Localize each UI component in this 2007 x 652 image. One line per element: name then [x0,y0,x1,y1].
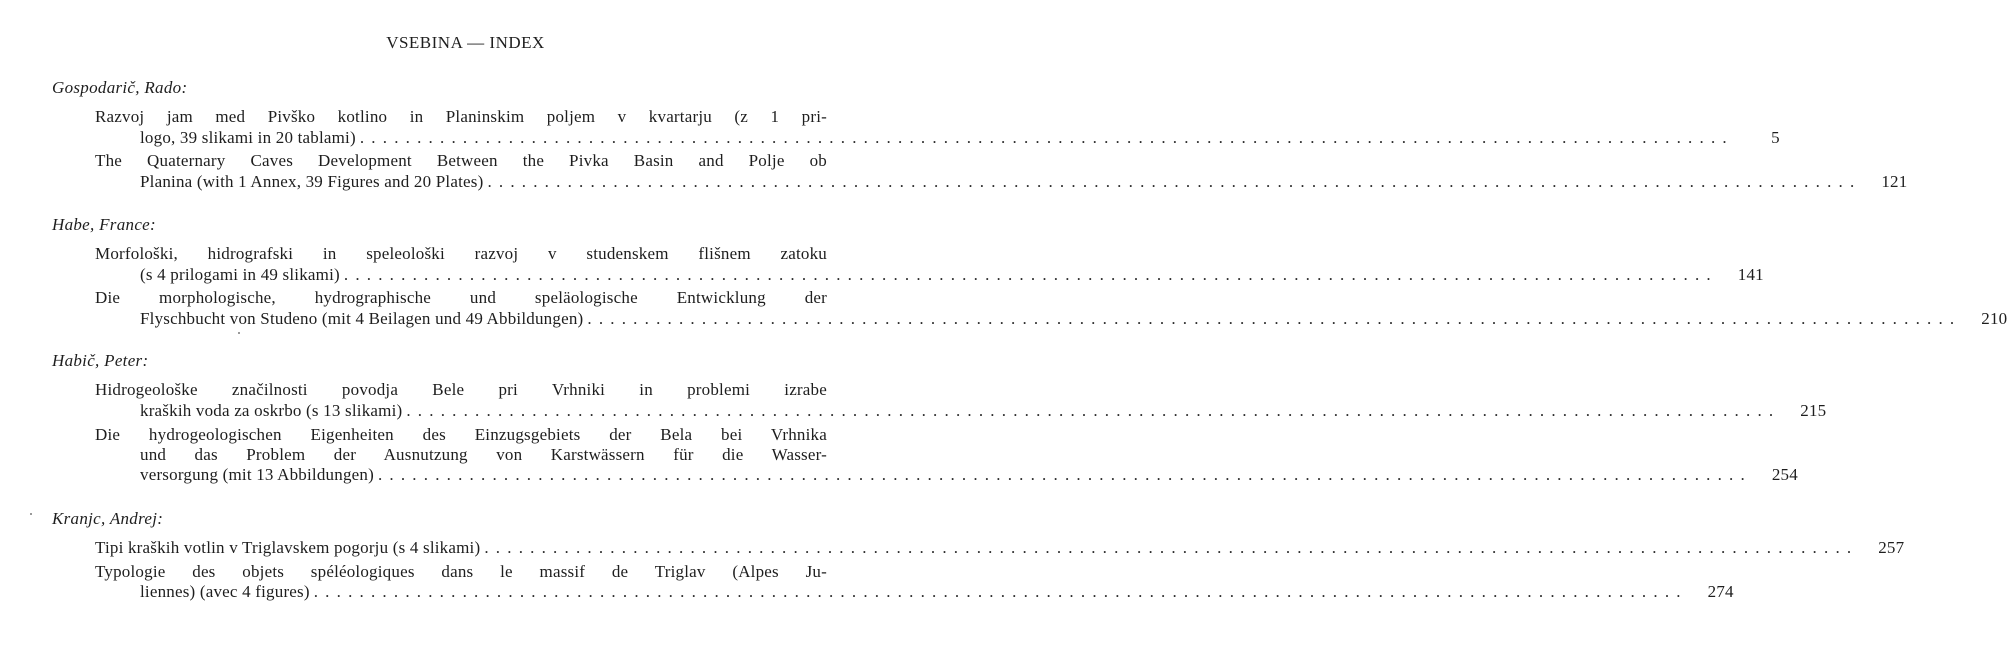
entry-title-line: logo, 39 slikami in 20 tablami) [140,128,356,147]
toc-entry-leader [140,265,1764,285]
entry-title-line: Razvoj jam med Pivško kotlino in Planinskim poljem v kvartarju (z 1 pri- [95,107,827,126]
scan-speck [238,332,240,334]
page-number: 215 [1800,401,1827,420]
dot-leader: ........................................................................................................................ [313,582,1688,601]
page-number: 5 [1771,128,1780,147]
dot-leader: ........................................................................................................................ [406,401,1781,420]
entry-title-line: The Quaternary Caves Development Between the Pivka Basin and Polje ob [95,151,827,170]
dot-leader: ........................................................................................................................ [487,172,1862,191]
toc-entry-leader [140,128,1780,148]
entry-title-line: Tipi kraških votlin v Triglavskem pogorju (s 4 slikami) [95,538,481,557]
entry-title-line: Hidrogeološke značilnosti povodja Bele pri Vrhniki in problemi izrabe [95,380,827,399]
toc-entry-leader [140,582,1734,602]
entry-title-line: Typologie des objets spéléologiques dans le massif de Triglav (Alpes Ju- [95,562,827,581]
author-habe: Habe, France: [52,215,156,234]
entry-title-line: Die hydrogeologischen Eigenheiten des Einzugsgebiets der Bela bei Vrhnika [95,425,827,444]
entry-title-line: liennes) (avec 4 figures) [140,582,310,601]
entry-title-line: kraških voda za oskrbo (s 13 slikami) [140,401,403,420]
page-number: 141 [1737,265,1764,284]
toc-entry-leader [140,309,2007,329]
dot-leader: ........................................................................................................................ [484,538,1859,557]
author-habic: Habič, Peter: [52,351,149,370]
page-number: 274 [1707,582,1734,601]
author-gospodaric: Gospodarič, Rado: [52,78,188,97]
entry-title-line: versorgung (mit 13 Abbildungen) [140,465,374,484]
page-number: 257 [1878,538,1905,557]
dot-leader: ........................................................................................................................ [359,128,1734,147]
page-number: 254 [1771,465,1798,484]
dot-leader: ........................................................................................................................ [587,309,1962,328]
dot-leader: ........................................................................................................................ [343,265,1718,284]
entry-title-line: Morfološki, hidrografski in speleološki razvoj v studenskem flišnem zatoku [95,244,827,263]
page-number: 210 [1981,309,2007,328]
entry-title-line: Die morphologische, hydrographische und speläologische Entwicklung der [95,288,827,307]
entry-title-line: Flyschbucht von Studeno (mit 4 Beilagen und 49 Abbildungen) [140,309,584,328]
entry-title-line: (s 4 prilogami in 49 slikami) [140,265,340,284]
entry-title-line: und das Problem der Ausnutzung von Karstwässern für die Wasser- [140,445,827,464]
author-kranjc: Kranjc, Andrej: [52,509,164,528]
page-title: VSEBINA — INDEX [386,33,545,52]
toc-entry-leader [140,465,1798,485]
toc-entry-leader [95,538,1905,558]
toc-entry-leader [140,401,1827,421]
dot-leader: ........................................................................................................................ [377,465,1752,484]
entry-title-line: Planina (with 1 Annex, 39 Figures and 20 Plates) [140,172,484,191]
scan-speck [30,513,32,515]
page-number: 121 [1881,172,1908,191]
toc-entry-leader [140,172,1908,192]
